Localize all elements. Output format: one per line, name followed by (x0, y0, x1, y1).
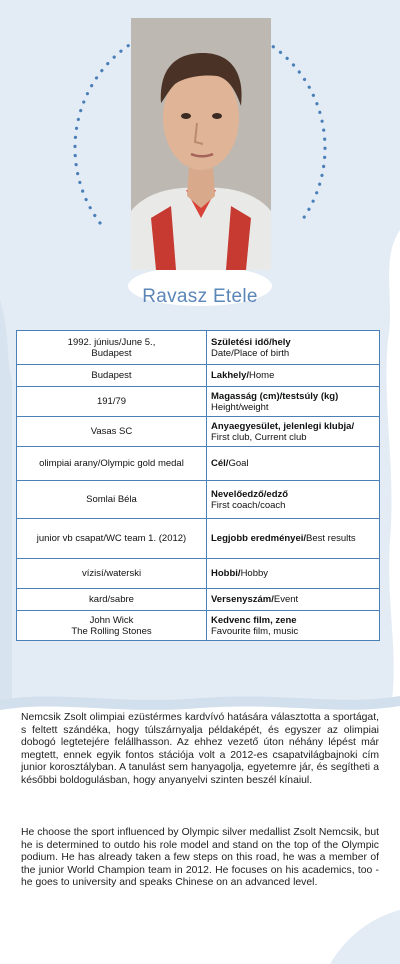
info-label-cell (207, 519, 380, 559)
table-row (17, 589, 380, 611)
info-label-english: Hobby (240, 568, 269, 579)
info-table-body (17, 331, 380, 641)
table-row (17, 387, 380, 417)
info-value-line: vízisí/waterski (81, 568, 142, 579)
info-value-line: 191/79 (96, 396, 127, 407)
info-label-cell (207, 447, 380, 481)
info-label-hungarian: Születési idő/hely (211, 336, 291, 348)
info-value-cell (17, 331, 207, 365)
info-value-cell (17, 559, 207, 589)
info-label-english: Favourite film, music (211, 625, 299, 637)
info-label-hungarian: Hobbi/ (211, 568, 241, 579)
info-value-line: Budapest (91, 347, 132, 359)
info-value-cell (17, 417, 207, 447)
info-value-line: 1992. június/June 5., (67, 336, 156, 348)
info-value-cell (17, 387, 207, 417)
info-label-cell (207, 417, 380, 447)
info-label-hungarian: Magasság (cm)/testsúly (kg) (211, 390, 339, 402)
info-label-hungarian: Nevelőedző/edző (211, 488, 289, 500)
info-label-english: First coach/coach (211, 499, 286, 511)
info-value-cell (17, 481, 207, 519)
info-label-cell (207, 481, 380, 519)
table-row (17, 447, 380, 481)
info-value-cell (17, 365, 207, 387)
info-value-cell (17, 611, 207, 641)
info-value-line: olimpiai arany/Olympic gold medal (39, 458, 184, 469)
paragraph-hungarian: Nemcsik Zsolt olimpiai ezüstérmes kardvívó hatására választotta a sportágat, s feltett szándéka, hogy túlszárnyalja példaképét, és egyszer az olimpiai dobogó legtetejére felállhasson. Az ehhez vezető úton néhány lépést már megtett, ennek egyik fontos stációja volt a 2012-es csapatvilágbajnoki cím junior korosztályban. A tanulást sem hanyagolja, egyetemre jár, és segítheti a későbbi boldogulásban, hogy anyanyelvi szinten beszél kínaiul. (21, 712, 379, 786)
table-row (17, 331, 380, 365)
info-label-english: First club, Current club (211, 431, 307, 443)
info-label-hungarian: Legjobb eredményei/ (211, 533, 307, 544)
info-value-cell (17, 519, 207, 559)
info-label-cell (207, 331, 380, 365)
table-row (17, 559, 380, 589)
athlete-portrait-illustration (131, 18, 271, 270)
info-label-hungarian: Lakhely/ (211, 370, 250, 381)
info-label-hungarian: Anyaegyesület, jelenlegi klubja/ (211, 420, 355, 432)
paragraph-english: He choose the sport influenced by Olympic silver medallist Zsolt Nemcsik, but he is determined to outdo his role model and stand on the top of the Olympic podium. He has already taken a few steps on this road, he was a member of the junior World Champion team in 2012. He focuses on his academics, too - he goes to university and speaks Chinese on an advanced level. (21, 827, 379, 889)
portrait-photo (131, 18, 271, 270)
info-value-line: kard/sabre (89, 594, 134, 605)
info-value-line: John Wick (89, 614, 134, 626)
info-label-english: Home (249, 370, 275, 381)
info-value-line: Somlai Béla (86, 494, 137, 505)
info-label-cell (207, 589, 380, 611)
info-value-line: The Rolling Stones (71, 625, 152, 637)
info-value-cell (17, 447, 207, 481)
info-value-line: Vasas SC (90, 426, 133, 437)
info-label-hungarian: Versenyszám/ (211, 594, 274, 605)
table-row (17, 481, 380, 519)
athlete-name: Ravasz Etele (142, 286, 258, 307)
table-row (17, 611, 380, 641)
info-label-cell (207, 559, 380, 589)
info-label-english: Date/Place of birth (211, 347, 290, 359)
table-row (17, 365, 380, 387)
info-value-cell (17, 589, 207, 611)
info-value-line: junior vb csapat/WC team 1. (2012) (36, 533, 187, 544)
info-label-hungarian: Kedvenc film, zene (211, 614, 297, 626)
info-label-english: Goal (228, 458, 249, 469)
info-label-cell (207, 365, 380, 387)
info-label-english: Best results (306, 533, 356, 544)
info-label-english: Event (273, 594, 299, 605)
table-row (17, 417, 380, 447)
athlete-info-table (16, 330, 380, 641)
table-row (17, 519, 380, 559)
info-label-cell (207, 611, 380, 641)
info-label-hungarian: Cél/ (211, 458, 229, 469)
info-value-line: Budapest (91, 370, 132, 381)
info-label-english: Height/weight (211, 401, 269, 413)
info-label-cell (207, 387, 380, 417)
